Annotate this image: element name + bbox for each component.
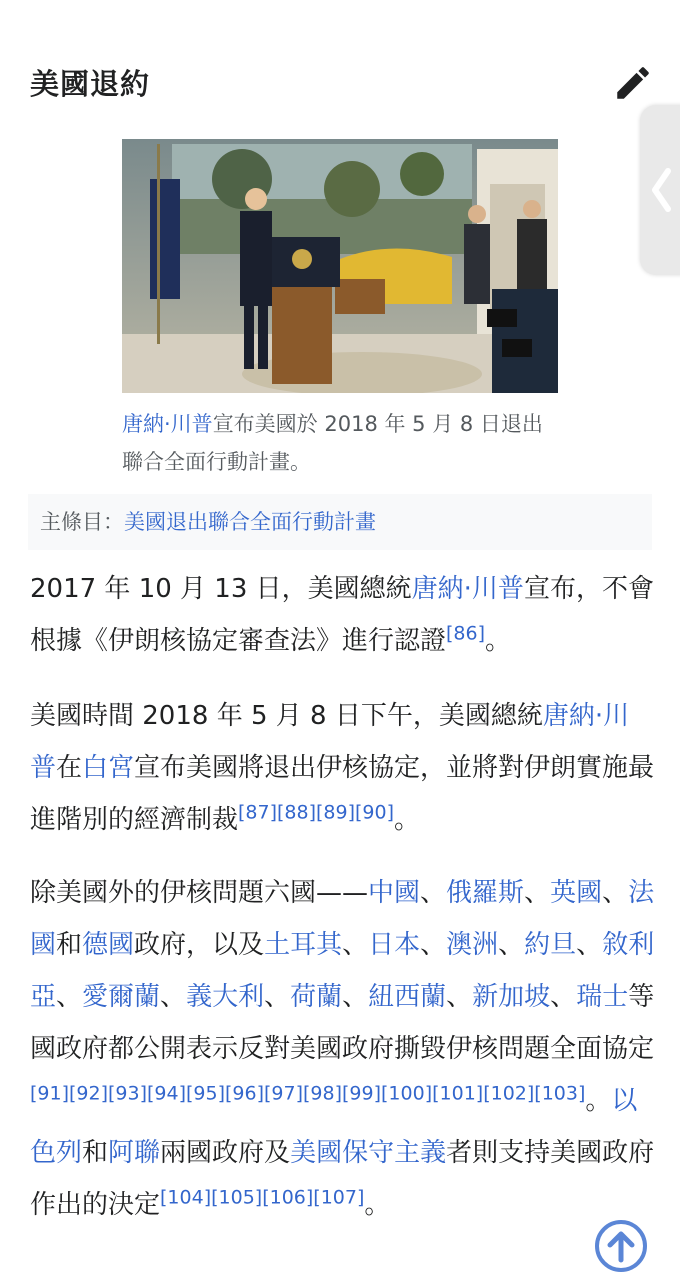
text: 、	[420, 930, 447, 960]
text: 和	[82, 1138, 109, 1168]
back-to-top-button[interactable]	[593, 1218, 649, 1274]
link-syria[interactable]: 敘利亞	[30, 930, 655, 1012]
link-donald-trump[interactable]: 唐納·川普	[411, 574, 524, 604]
hatnote-main-article	[28, 494, 652, 550]
link-australia[interactable]: 澳洲	[446, 930, 499, 960]
text: 者則支持美國政府作出的決定	[30, 1138, 655, 1220]
text: 。	[485, 626, 512, 656]
side-panel-tab[interactable]	[640, 105, 680, 275]
pencil-icon	[612, 62, 654, 104]
text: 、	[342, 930, 369, 960]
text: 、	[446, 982, 473, 1012]
link-ireland[interactable]: 愛爾蘭	[82, 982, 161, 1012]
hatnote-link[interactable]: 美國退出聯合全面行動計畫	[124, 510, 376, 534]
photo-illustration	[122, 139, 558, 393]
link-white-house[interactable]: 白宮	[82, 753, 135, 783]
link-china[interactable]: 中國	[368, 878, 421, 908]
text: 宣布，不會根據《伊朗核協定審查法》進行認證	[30, 574, 654, 656]
link-germany[interactable]: 德國	[82, 930, 135, 960]
link-italy[interactable]: 義大利	[186, 982, 265, 1012]
text: 、	[602, 878, 629, 908]
link-russia[interactable]: 俄羅斯	[446, 878, 525, 908]
text: 、	[264, 982, 291, 1012]
text: 和	[56, 930, 83, 960]
citations-104-107[interactable]: [104][105][106][107]	[160, 1186, 365, 1209]
text: 政府，以及	[134, 930, 265, 960]
text: 等國政府都公開表示反對美國政府撕毀伊核問題全面協定	[30, 982, 655, 1064]
text: 、	[498, 930, 525, 960]
chevron-left-icon	[648, 165, 674, 215]
link-france[interactable]: 法國	[30, 878, 655, 960]
paragraph-1	[30, 563, 655, 667]
text: 2017 年 10 月 13 日，美國總統	[30, 574, 412, 604]
citations-91-103[interactable]: [91][92][93][94][95][96][97][98][99][100][101][102][103]	[30, 1082, 586, 1105]
text: 、	[550, 982, 577, 1012]
link-japan[interactable]: 日本	[368, 930, 421, 960]
link-uk[interactable]: 英國	[550, 878, 603, 908]
text: 、	[576, 930, 603, 960]
link-singapore[interactable]: 新加坡	[472, 982, 551, 1012]
text: 宣布美國將退出伊核協定，並將對伊朗實施最進階別的經濟制裁	[30, 753, 655, 835]
text: 兩國政府及	[160, 1138, 291, 1168]
text: 在	[56, 753, 83, 783]
arrow-up-circle-icon	[593, 1218, 649, 1274]
text: 美國時間 2018 年 5 月 8 日下午，美國總統	[30, 701, 543, 731]
text: 、	[524, 878, 551, 908]
section-heading: 美國退約	[30, 67, 151, 101]
link-uae[interactable]: 阿聯	[108, 1138, 161, 1168]
caption-text: 宣布美國於 2018 年 5 月 8 日退出聯合全面行動計畫。	[122, 412, 543, 474]
link-jordan[interactable]: 約旦	[524, 930, 577, 960]
paragraph-2	[30, 690, 655, 846]
text: 。	[364, 1190, 391, 1220]
text: 、	[56, 982, 83, 1012]
link-israel[interactable]: 以色列	[30, 1086, 638, 1168]
paragraph-3	[30, 867, 655, 1231]
text: 、	[342, 982, 369, 1012]
text: 除美國外的伊核問題六國——	[30, 878, 369, 908]
text: 。	[394, 805, 421, 835]
link-netherlands[interactable]: 荷蘭	[290, 982, 343, 1012]
image-caption	[122, 405, 552, 481]
hatnote-label: 主條目：	[40, 510, 124, 534]
article-photo[interactable]	[122, 139, 558, 393]
link-donald-trump[interactable]: 唐納·川普	[30, 701, 630, 783]
caption-link-donald-trump[interactable]: 唐納·川普	[122, 412, 213, 436]
text: 、	[160, 982, 187, 1012]
link-turkey[interactable]: 土耳其	[264, 930, 343, 960]
citations-87-90[interactable]: [87][88][89][90]	[238, 801, 395, 824]
link-switzerland[interactable]: 瑞士	[576, 982, 629, 1012]
edit-section-button[interactable]	[612, 62, 654, 104]
text: 。	[585, 1086, 612, 1116]
text: 、	[420, 878, 447, 908]
link-new-zealand[interactable]: 紐西蘭	[368, 982, 447, 1012]
citation-86[interactable]: [86]	[446, 622, 486, 645]
link-american-conservatism[interactable]: 美國保守主義	[290, 1138, 447, 1168]
